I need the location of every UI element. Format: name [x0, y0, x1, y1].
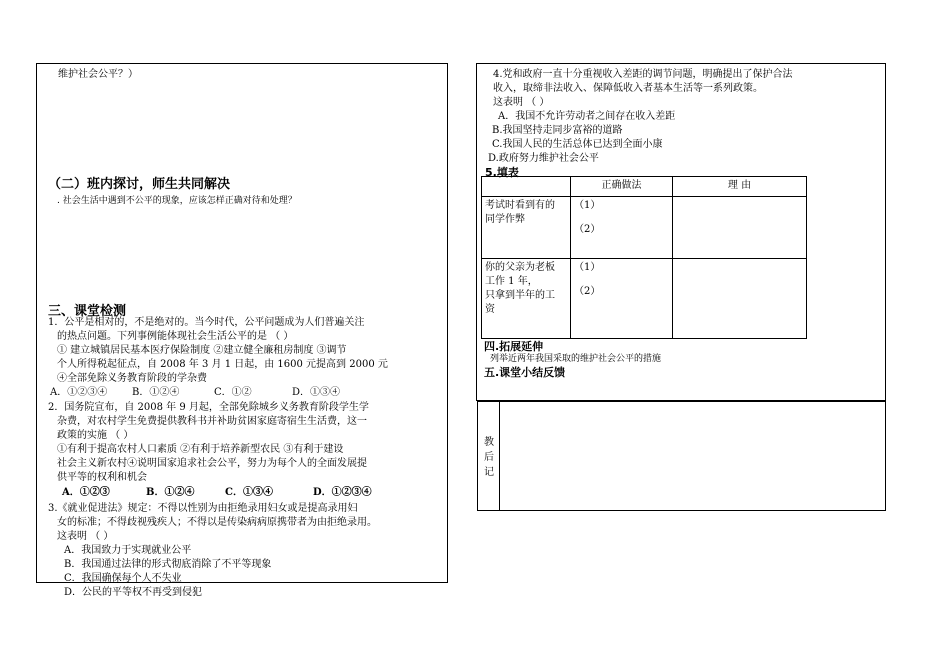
table-corner: [482, 177, 571, 197]
q3-line-3: 这表明 （ ）: [57, 531, 114, 542]
fill-table: [481, 176, 807, 339]
table-row2-reason[interactable]: [673, 259, 807, 339]
table-header-practice: 正确做法: [571, 177, 673, 197]
q1-option-b: B．①②④: [132, 387, 180, 398]
q2-line-2: 杂费，对农村学生免费提供教科书并补助贫困家庭寄宿生生活费，这一: [57, 416, 367, 427]
q2-option-d: D．①②③④: [313, 487, 372, 498]
q2-line-3: 政策的实施 （ ）: [57, 430, 134, 441]
section2-question: . 社会生活中遇到不公平的现象，应该怎样正确对待和处理？: [57, 196, 297, 206]
q4-line-1: 4.党和政府一直十分重视收入差距的调节问题，明确提出了保护合法: [493, 69, 793, 80]
q2-option-c: C．①③④: [225, 487, 273, 498]
q1-line-5: ④全部免除义务教育阶段的学杂费: [57, 373, 207, 384]
q3-option-c: C．我国确保每个人不失业: [64, 573, 182, 584]
section4-text: 列举近两年我国采取的维护社会公平的措施: [490, 354, 662, 364]
q1-line-2: 的热点问题。下列事例能体现社会生活公平的是 （ ）: [57, 331, 294, 342]
section5-title: 五.课堂小结反馈: [484, 366, 566, 379]
q3-option-d: D．公民的平等权不再受到侵犯: [64, 587, 203, 598]
q2-option-a: A．①②③: [62, 487, 110, 498]
table-row1-reason[interactable]: [673, 197, 807, 259]
q3-line-2: 女的标准；不得歧视残疾人；不得以是传染病病原携带者为由拒绝录用。: [57, 517, 377, 528]
q4-option-a: A．我国不允许劳动者之间存在收入差距: [498, 111, 676, 122]
table-row1-label: 考试时看到有的 同学作弊: [482, 197, 571, 259]
table-row2-answer[interactable]: （1） （2）: [571, 259, 673, 339]
q4-line-2: 收入，取缔非法收入、保障低收入者基本生活等一系列政策。: [493, 83, 763, 94]
reflection-divider: [499, 401, 500, 511]
q2-option-b: B．①②④: [146, 487, 195, 498]
q3-option-a: A．我国致力于实现就业公平: [64, 545, 192, 556]
q4-option-b: B.我国坚持走同步富裕的道路: [492, 125, 623, 136]
q4-option-d: D.政府努力维护社会公平: [488, 153, 599, 164]
section4-title: 四.拓展延伸: [484, 340, 544, 353]
section2-title: （二）班内探讨，师生共同解决: [48, 177, 231, 192]
q4-option-c: C.我国人民的生活总体已达到全面小康: [492, 139, 663, 150]
q2-line-1: 2．国务院宣布，自 2008 年 9 月起，全部免除城乡义务教育阶段学生学: [48, 402, 369, 413]
q5-title: 5.填表: [485, 166, 519, 179]
q1-line-3: ① 建立城镇居民基本医疗保险制度 ②建立健全廉租房制度 ③调节: [57, 345, 347, 356]
q1-option-c: C．①②: [214, 387, 252, 398]
q1-option-a: A．①②③④: [50, 387, 108, 398]
q2-line-6: 供平等的权利和机会: [57, 472, 147, 483]
left-top-line: 维护社会公平？）: [58, 69, 138, 80]
reflection-label-2: 后: [484, 452, 494, 463]
reflection-label-3: 记: [484, 467, 494, 478]
table-row2-label: 你的父亲为老板 工作 1 年， 只拿到半年的工 资: [482, 259, 571, 339]
table-header-reason: 理 由: [673, 177, 807, 197]
q1-line-4: 个人所得税起征点，自 2008 年 3 月 1 日起，由 1600 元提高到 2000 元: [57, 359, 388, 370]
section3-title: 三、课堂检测: [48, 304, 127, 319]
q1-line-1: 1．公平是相对的，不是绝对的。当今时代，公平问题成为人们普遍关注: [48, 317, 365, 328]
reflection-area[interactable]: [501, 403, 884, 509]
reflection-label-1: 教: [484, 437, 494, 448]
q2-line-5: 社会主义新农村④说明国家追求社会公平，努力为每个人的全面发展提: [57, 458, 367, 469]
q4-line-3: 这表明 （ ）: [493, 97, 550, 108]
q3-line-1: 3.《就业促进法》规定：不得以性别为由拒绝录用妇女或是提高录用妇: [48, 503, 358, 514]
table-row1-answer[interactable]: （1） （2）: [571, 197, 673, 259]
q2-line-4: ①有利于提高农村人口素质 ②有利于培养新型农民 ③有利于建设: [57, 444, 344, 455]
q3-option-b: B．我国通过法律的形式彻底消除了不平等现象: [64, 559, 272, 570]
q1-option-d: D．①③④: [292, 387, 341, 398]
